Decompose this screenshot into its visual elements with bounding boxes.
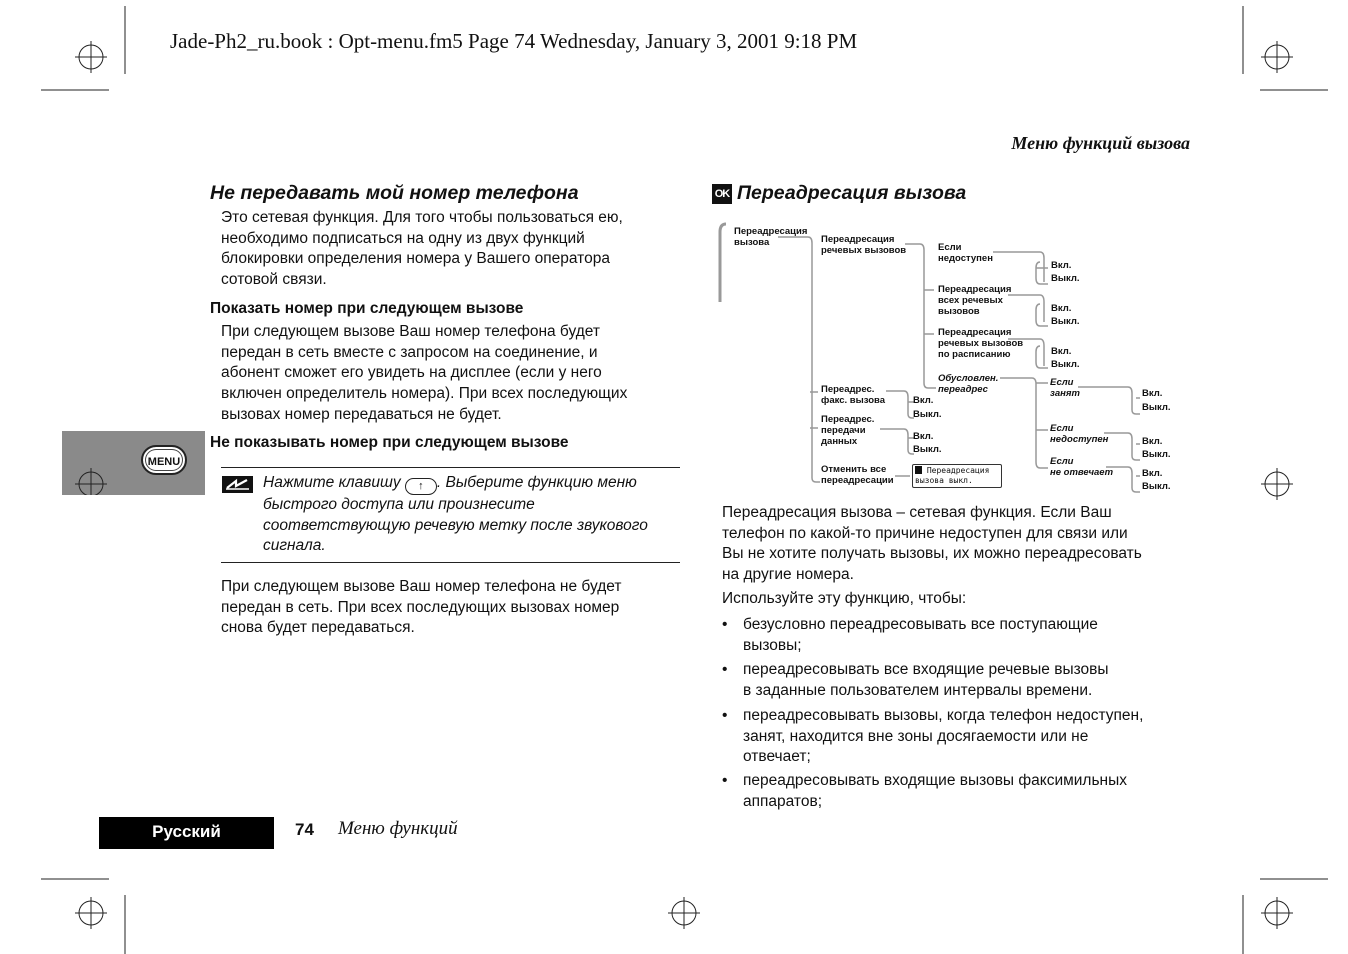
lcd-line: Переадресация [926, 466, 990, 475]
text-line: переадресовывать все входящие речевые вызовы [743, 661, 1109, 678]
tree-leaf-on: Вкл. [1142, 388, 1163, 399]
tree-node-data: передачи [821, 425, 866, 436]
tree-leaf-off: Выкл. [1142, 402, 1171, 413]
tree-leaf-on: Вкл. [1051, 346, 1072, 357]
tree-leaf-off: Выкл. [913, 409, 942, 420]
text-line: занят, находится вне зоны досягаемости или не [743, 727, 1089, 745]
tree-node-all-voice: Переадресация [938, 284, 1012, 295]
tree-leaf-on: Вкл. [913, 395, 934, 406]
tree-node-scheduled: по расписанию [938, 349, 1011, 360]
tree-node-data: Переадрес. [821, 414, 875, 425]
print-header: Jade-Ph2_ru.book : Opt-menu.fm5 Page 74 Wednesday, January 3, 2001 9:18 PM [170, 29, 858, 53]
title-text: Переадресация вызова [737, 182, 967, 204]
tree-node-conditional: переадрес [938, 384, 988, 395]
tree-leaf-off: Выкл. [913, 444, 942, 455]
tree-node-cancel-all: Отменить все [821, 464, 887, 475]
tree-node-data: данных [821, 436, 858, 447]
text-line: При следующем вызове Ваш номер телефона будет [221, 323, 600, 340]
tree-leaf-on: Вкл. [1142, 468, 1163, 479]
tree-node-fax: Переадрес. [821, 384, 875, 395]
tree-leaf-on: Вкл. [1142, 436, 1163, 447]
text-line: блокировки определения номера у Вашего оператора [221, 250, 610, 268]
tree-node-cond-unavailable: недоступен [1050, 434, 1109, 445]
section-title-call-divert [712, 182, 966, 205]
text-line: Переадресация вызова – сетевая функция. Если Ваш [722, 504, 1112, 521]
hide-number-paragraph [221, 577, 681, 639]
text-line: При следующем вызове Ваш номер телефона не будет [221, 578, 622, 595]
text-line: сотовой связи. [221, 271, 327, 289]
section-title-hide-number: Не передавать мой номер телефона [210, 182, 579, 204]
text-fragment: . Выберите функцию меню [436, 474, 637, 491]
tree-node-all-voice: всех речевых [938, 295, 1003, 306]
bullet-item [722, 771, 1203, 812]
bullet-item [722, 706, 1203, 768]
tree-node-no-answer: Если [1050, 456, 1074, 467]
tree-node-no-answer: не отвечает [1050, 467, 1114, 478]
tree-node-conditional: Обусловлен. [938, 373, 999, 384]
text-line: аппаратов; [743, 792, 823, 810]
up-arrow-key-icon: ↑ [405, 478, 437, 495]
footer-section: Меню функций [338, 818, 458, 839]
text-line: отвечает; [743, 748, 811, 766]
shortcut-note [263, 473, 683, 557]
running-head: Меню функций вызова [1011, 133, 1190, 153]
tree-leaf-off: Выкл. [1051, 316, 1080, 327]
tree-leaf-on: Вкл. [913, 431, 934, 442]
tree-node-root: Переадресация [734, 226, 808, 237]
tree-node-busy: Если [1050, 377, 1074, 388]
tree-node-all-voice: вызовов [938, 306, 980, 317]
bullet-mark: • [722, 707, 728, 724]
text-line: Это сетевая функция. Для того чтобы пользоваться ею, [221, 209, 623, 226]
text-line: вызовах номер передаваться не будет. [221, 405, 502, 423]
tree-node-unavailable: Если [938, 242, 962, 253]
tree-leaf-off: Выкл. [1051, 359, 1080, 370]
show-number-paragraph [221, 322, 681, 426]
text-line: абонент сможет его увидеть на дисплее (если у него [221, 364, 602, 382]
divert-intro-paragraph [722, 503, 1192, 586]
text-line: Вы не хотите получать вызовы, их можно переадресовать [722, 545, 1142, 563]
voice-shortcut-icon [222, 476, 253, 493]
tree-node-voice: Переадресация [821, 234, 895, 245]
text-line: снова будет передаваться. [221, 619, 415, 637]
tree-leaf-off: Выкл. [1142, 481, 1171, 492]
text-line: в заданные пользователем интервалы времени. [743, 681, 1093, 699]
text-line: переадресовывать входящие вызовы факсимильных [743, 772, 1127, 789]
text-line: сигнала. [263, 537, 326, 555]
tree-node-scheduled: речевых вызовов [938, 338, 1024, 349]
intro-paragraph [221, 208, 681, 291]
tree-node-busy: занят [1050, 388, 1080, 399]
text-line: переадресовывать вызовы, когда телефон недоступен, [743, 707, 1144, 724]
text-line: телефон по какой-то причине недоступен для связи или [722, 524, 1128, 542]
page-number: 74 [295, 820, 314, 839]
ok-key-icon: OK [712, 184, 732, 204]
tree-node-unavailable: недоступен [938, 253, 993, 264]
tree-node-root: вызова [734, 237, 770, 248]
bullet-item [722, 660, 1203, 701]
bullet-mark: • [722, 616, 728, 633]
text-line: быстрого доступа или произнесите [263, 496, 535, 513]
tree-node-voice: речевых вызовов [821, 245, 907, 256]
tree-leaf-off: Выкл. [1051, 273, 1080, 284]
menu-key-icon: MENU [141, 445, 187, 475]
tree-node-scheduled: Переадресация [938, 327, 1012, 338]
tree-leaf-on: Вкл. [1051, 303, 1072, 314]
language-label: Русский [99, 817, 274, 849]
text-line: соответствующую речевую метку после звукового [263, 516, 648, 534]
subheading-hide-number: Не показывать номер при следующем вызове [210, 434, 569, 451]
tree-node-fax: факс. вызова [821, 395, 886, 406]
text-line: передан в сеть. При всех последующих вызовах номер [221, 598, 620, 616]
tree-node-cancel-all: переадресации [821, 475, 894, 486]
note-bottom-rule [221, 562, 680, 563]
text-line: безусловно переадресовывать все поступающие [743, 616, 1098, 633]
text-line: необходимо подписаться на одну из двух функций [221, 229, 585, 247]
text-line: передан в сеть вместе с запросом на соединение, и [221, 343, 598, 361]
bullet-mark: • [722, 661, 728, 678]
use-function-line: Используйте эту функцию, чтобы: [722, 590, 967, 607]
bullet-mark: • [722, 772, 728, 789]
subheading-show-number: Показать номер при следующем вызове [210, 300, 524, 317]
text-line: включен определитель номера). При всех последующих [221, 385, 628, 403]
bullet-item [722, 615, 1203, 656]
text-line: на другие номера. [722, 566, 854, 584]
tree-leaf-off: Выкл. [1142, 449, 1171, 460]
text-line: вызовы; [743, 636, 802, 654]
tree-node-cond-unavailable: Если [1050, 423, 1074, 434]
note-top-rule [221, 467, 680, 468]
tree-leaf-on: Вкл. [1051, 260, 1072, 271]
lcd-line: вызова выкл. [915, 476, 973, 485]
text-fragment: Нажмите клавишу [263, 474, 405, 491]
